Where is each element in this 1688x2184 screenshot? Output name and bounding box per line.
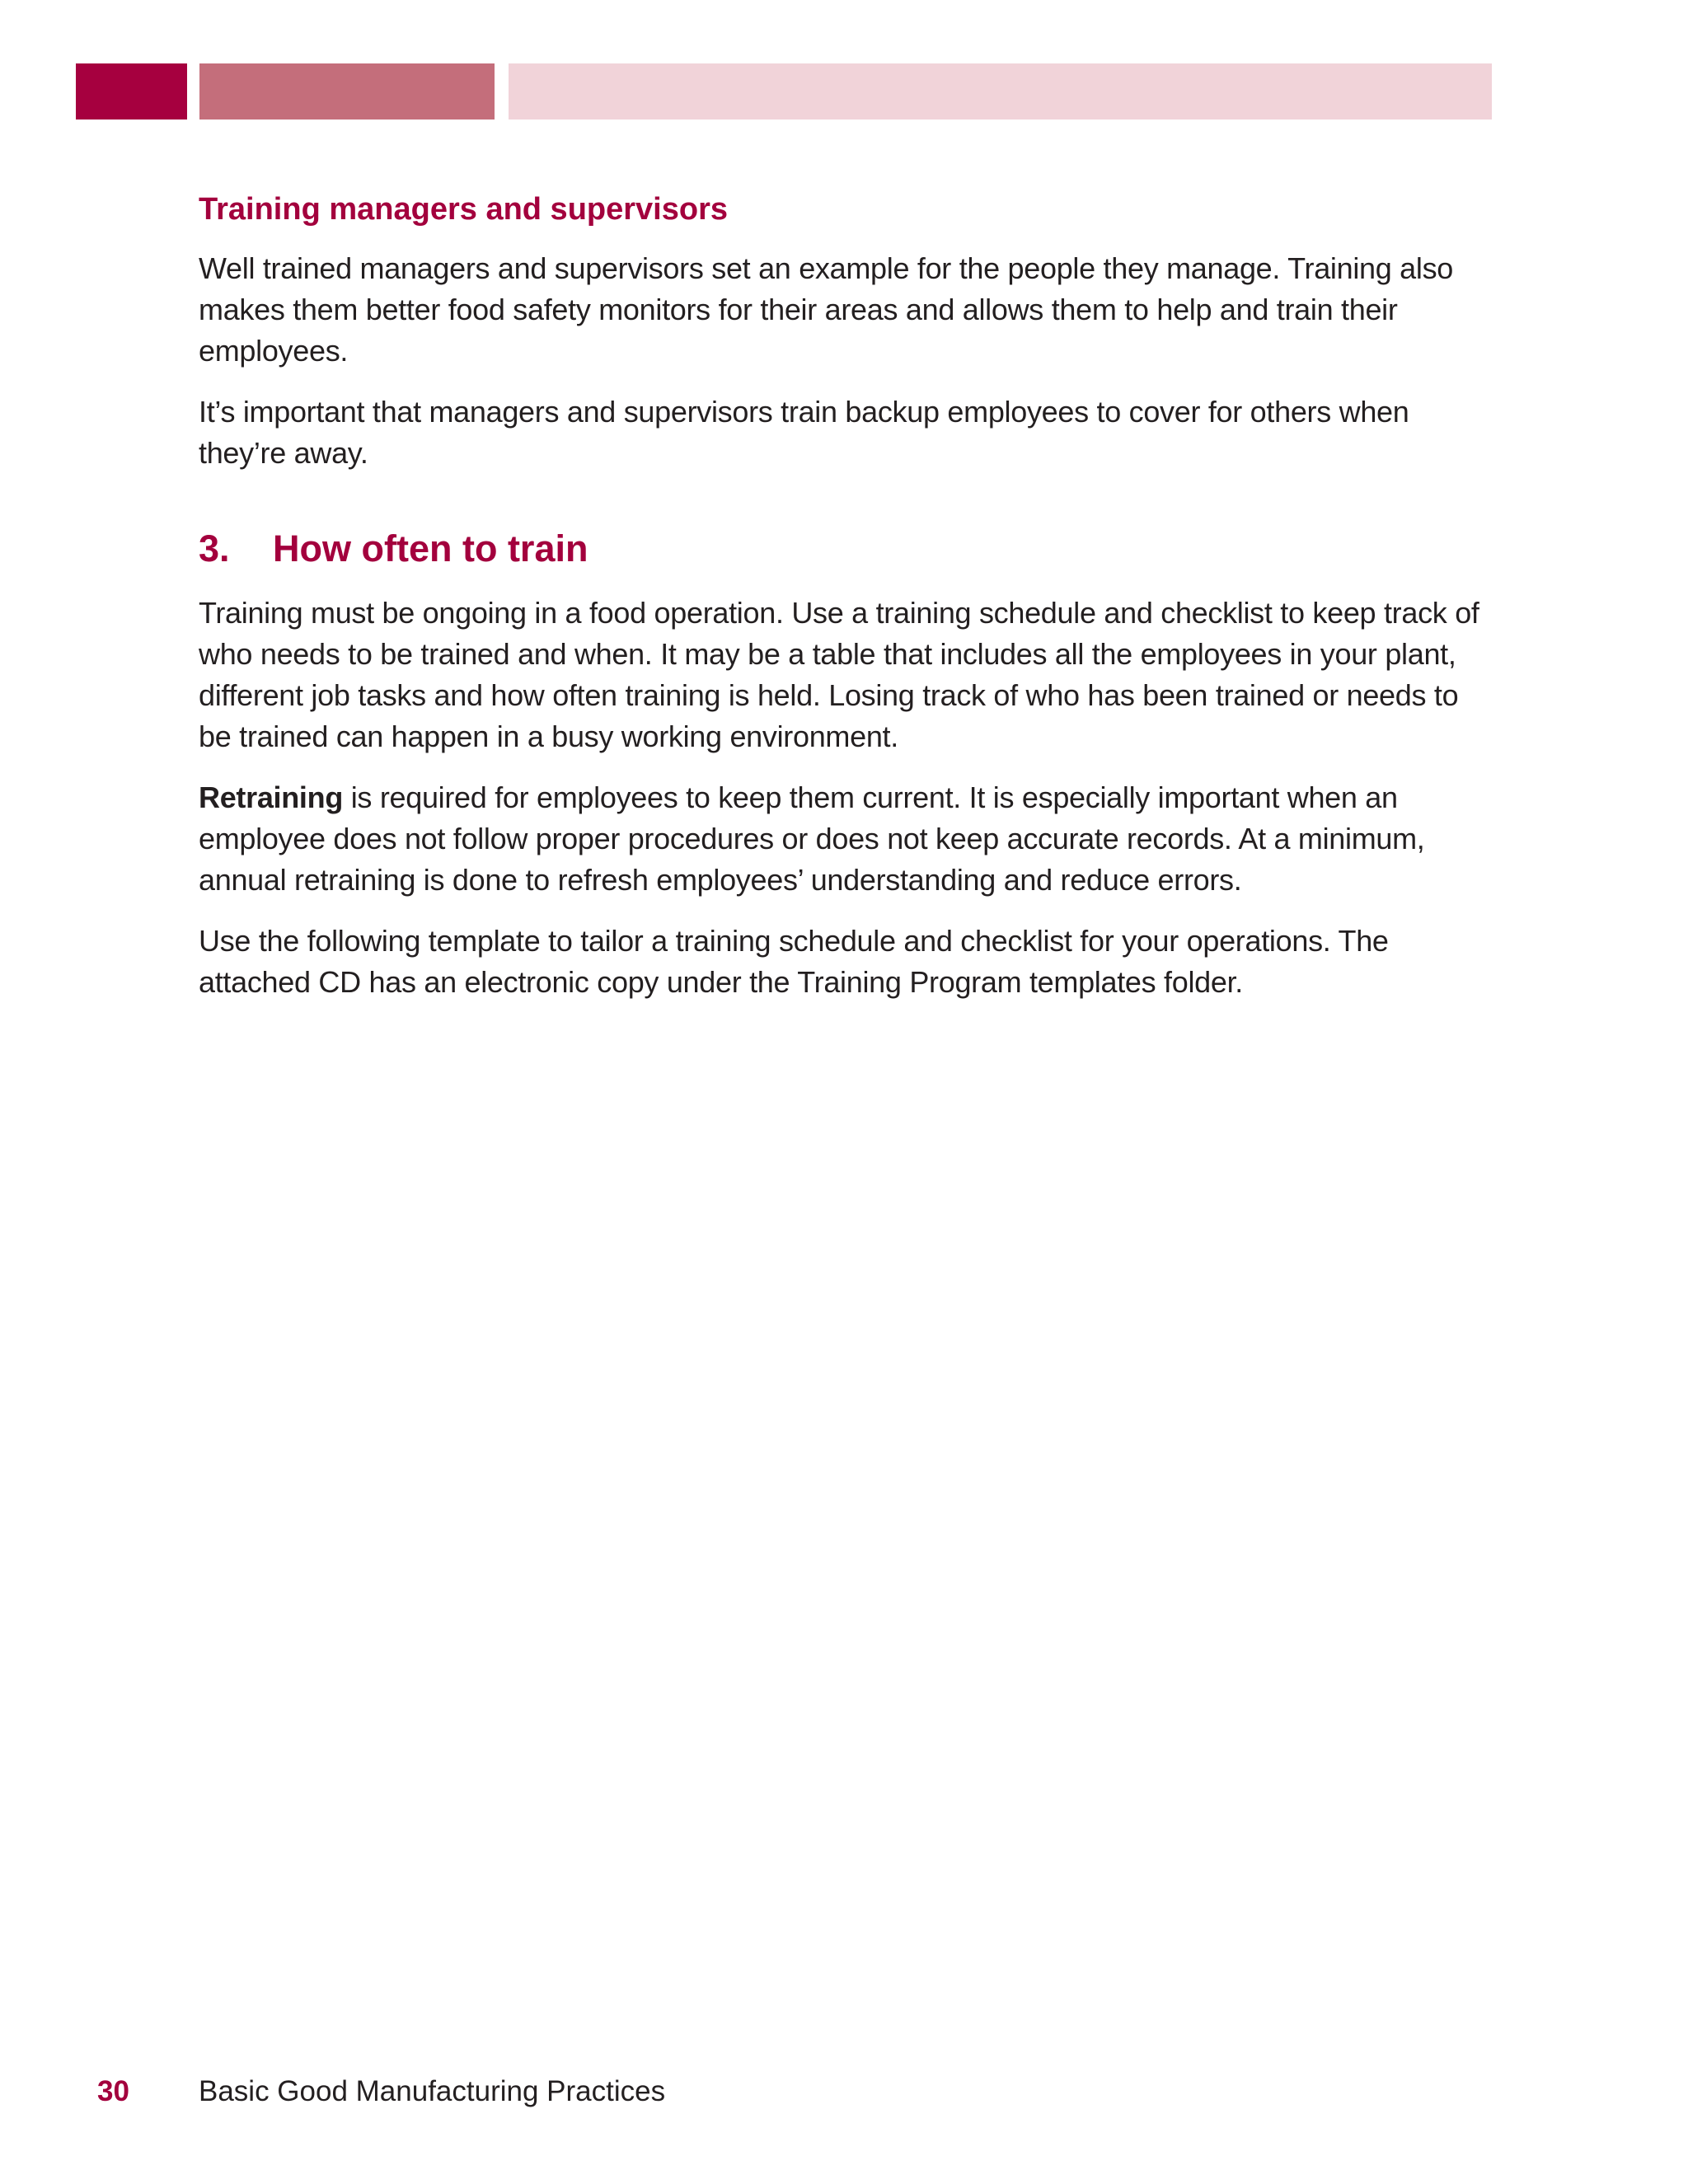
document-title: Basic Good Manufacturing Practices	[199, 2075, 666, 2107]
header-band-medium	[199, 63, 495, 120]
subsection-title: Training managers and supervisors	[199, 192, 728, 227]
section-paragraph: Training must be ongoing in a food operation. Use a training schedule and checklist to keep track of who needs to be trained and when. It may be a table that includes all the employees in your plant, different job tasks and how often training is held. Losing track of who has been trained or needs to be trained can happen in a busy working environment.	[199, 596, 1479, 754]
section-paragraph	[199, 777, 1489, 901]
retraining-text: is required for employees to keep them current. It is especially important when an employee does not follow proper procedures or does not keep accurate records. At a minimum, annual retraining is done to refresh employees’ understanding and reduce errors.	[199, 780, 1425, 898]
page-footer	[97, 2075, 665, 2108]
section-paragraph: Use the following template to tailor a training schedule and checklist for your operations. The attached CD has an electronic copy under the Training Program templates folder.	[199, 924, 1389, 1000]
section-title	[199, 527, 1489, 571]
header-band-dark	[76, 63, 187, 120]
page-number: 30	[97, 2075, 129, 2107]
section-number: 3.	[199, 527, 230, 570]
header-band-light	[509, 63, 1492, 120]
subsection-paragraph: It’s important that managers and supervisors train backup employees to cover for others when they’re away.	[199, 395, 1409, 471]
section-title-text: How often to train	[273, 527, 588, 570]
retraining-term: Retraining	[199, 780, 344, 815]
subsection-paragraph: Well trained managers and supervisors set an example for the people they manage. Training also makes them better food safety monitors for their areas and allows them to help and train their employees.	[199, 251, 1454, 368]
page-content	[199, 190, 1489, 1023]
